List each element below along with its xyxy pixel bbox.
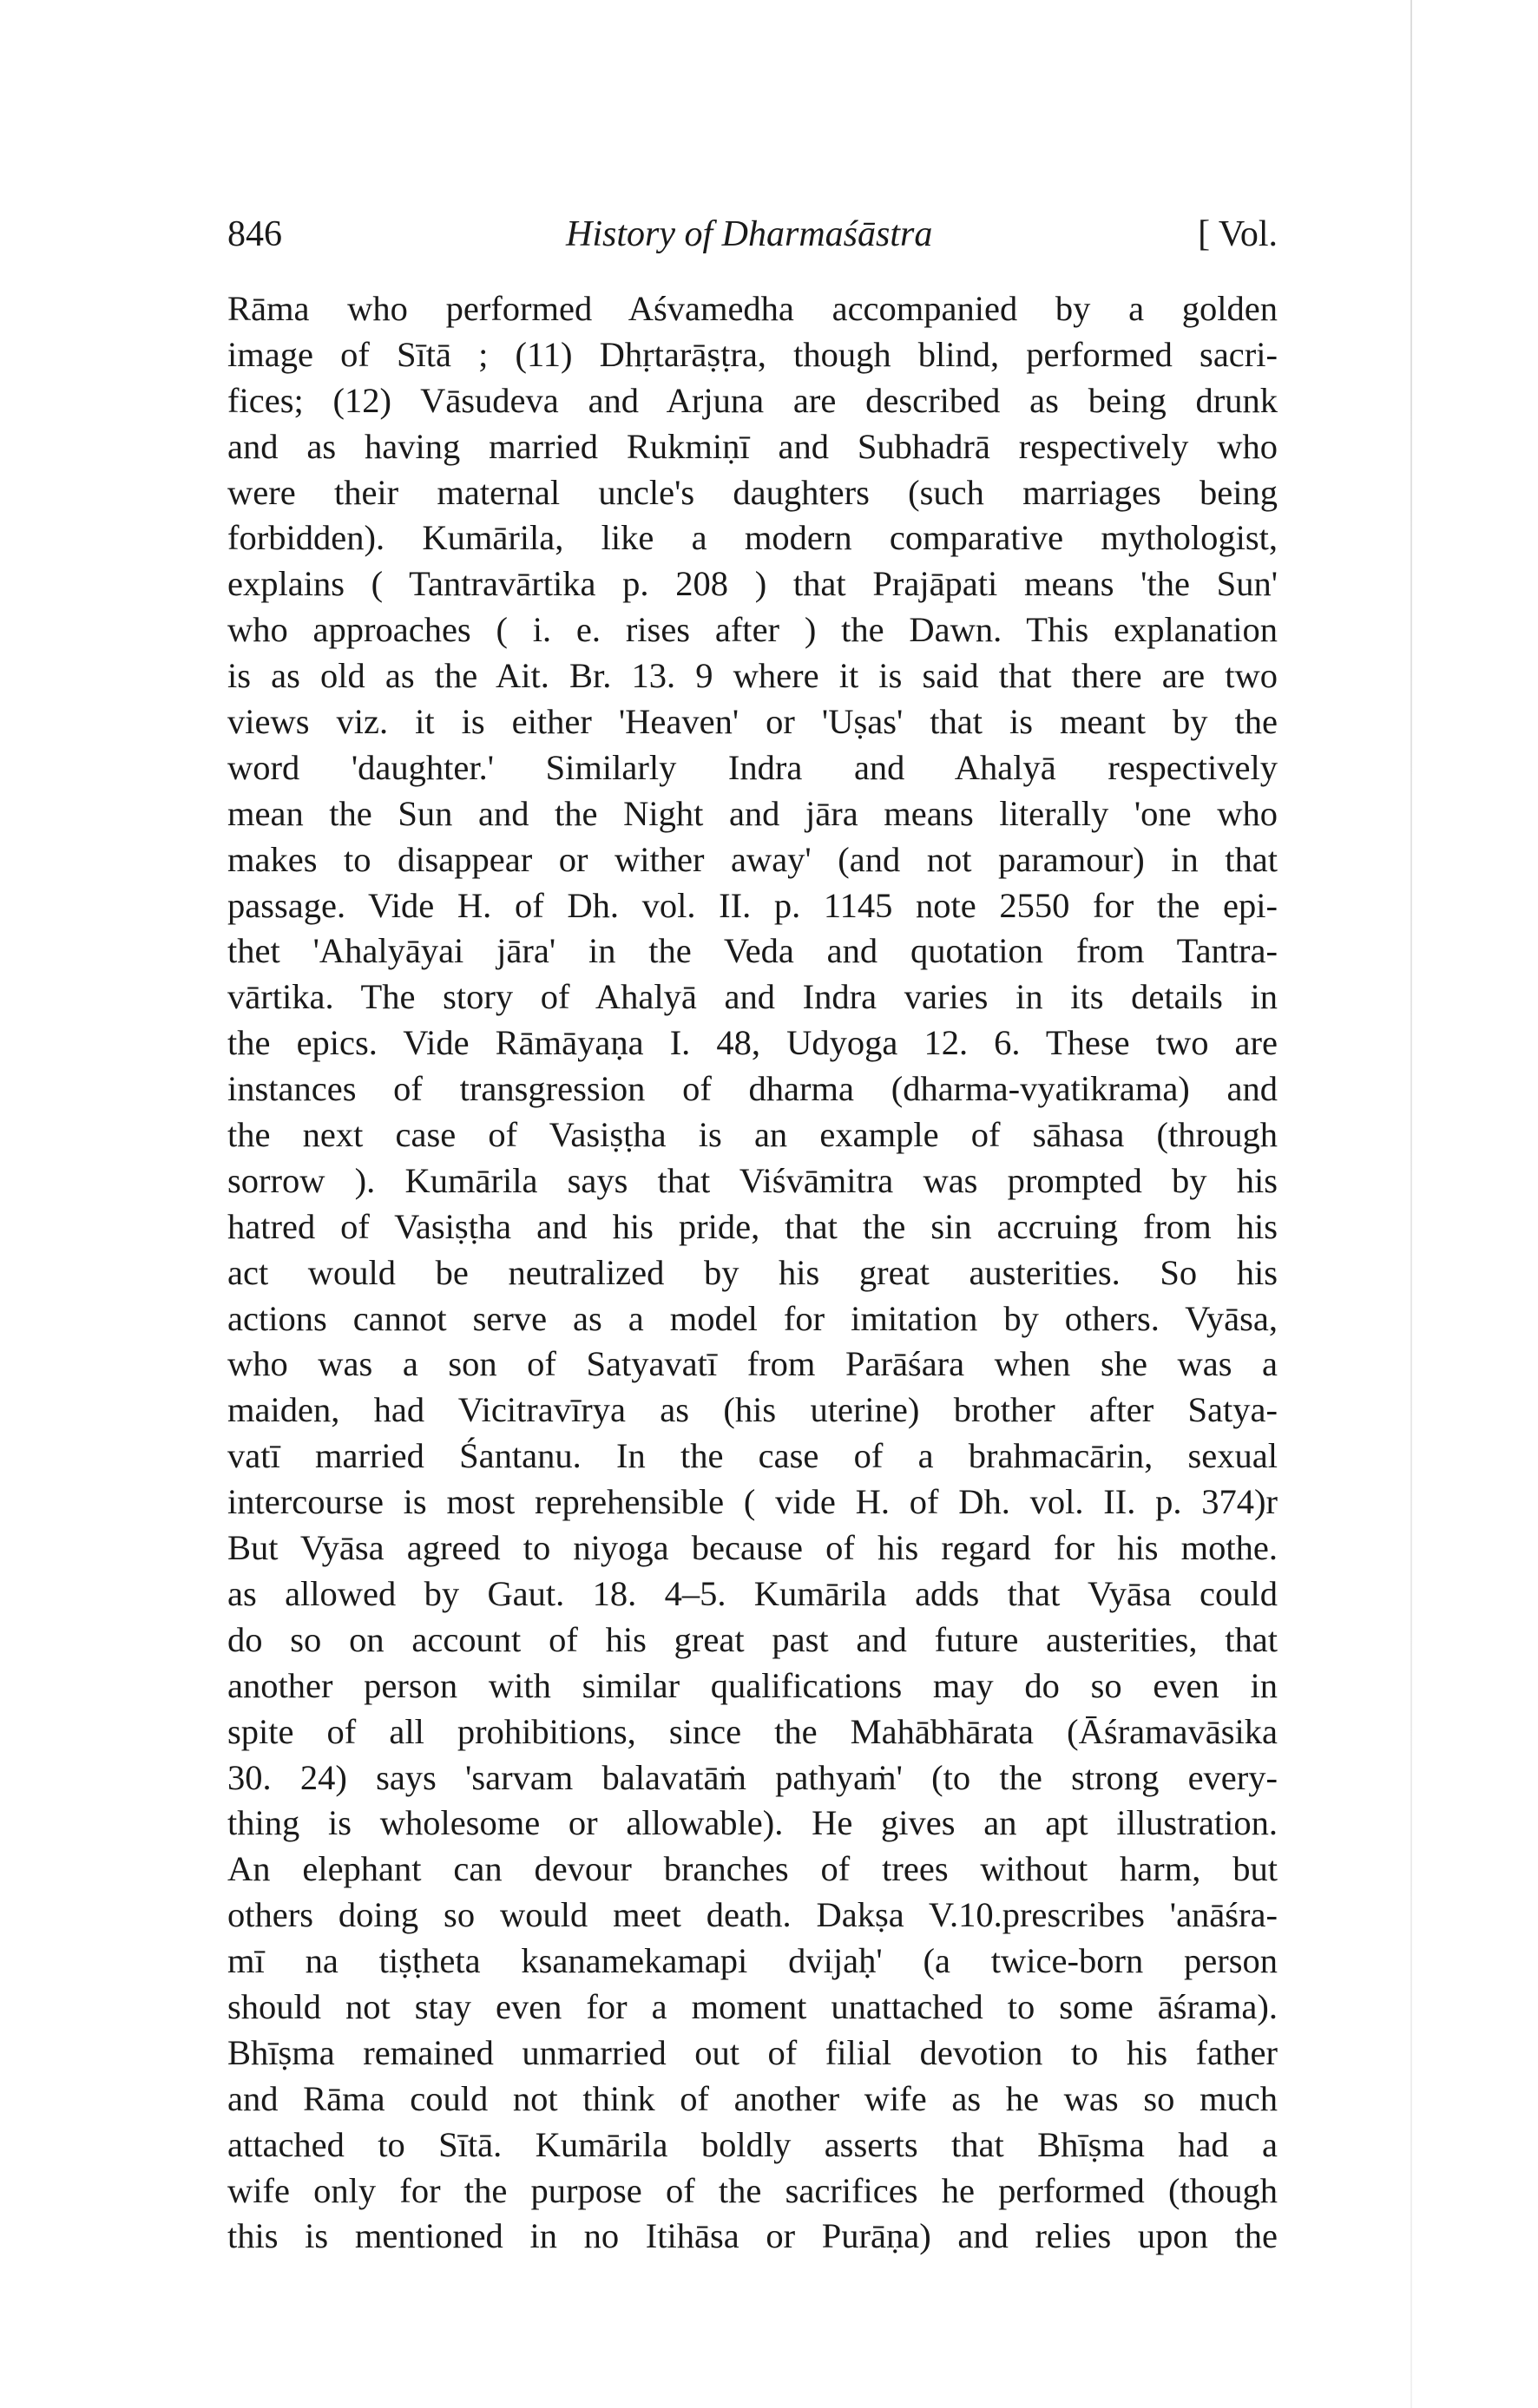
- text-line: fices; (12) Vāsudeva and Arjuna are described as being drunk: [227, 380, 1278, 420]
- text-line: But Vyāsa agreed to niyoga because of his regard for his mothe.: [227, 1528, 1278, 1568]
- text-line: passage. Vide H. of Dh. vol. II. p. 1145 note 2550 for the epi-: [227, 885, 1278, 925]
- text-line: should not stay even for a moment unattached to some āśrama).: [227, 1986, 1278, 2026]
- text-line: image of Sītā ; (11) Dhṛtarāṣṭra, though blind, performed sacri-: [227, 334, 1278, 374]
- text-line: instances of transgression of dharma (dharma-vyatikrama) and: [227, 1069, 1278, 1109]
- text-line: is as old as the Ait. Br. 13. 9 where it is said that there are two: [227, 656, 1278, 696]
- text-line: vārtika. The story of Ahalyā and Indra varies in its details in: [227, 977, 1278, 1017]
- text-line: and Rāma could not think of another wife as he was so much: [227, 2078, 1278, 2118]
- text-line: views viz. it is either 'Heaven' or 'Uṣas' that is meant by the: [227, 702, 1278, 742]
- text-line: forbidden). Kumārila, like a modern comparative mythologist,: [227, 518, 1278, 558]
- text-line: explains ( Tantravārtika p. 208 ) that Prajāpati means 'the Sun': [227, 564, 1278, 604]
- text-line: vatī married Śantanu. In the case of a brahmacārin, sexual: [227, 1436, 1278, 1476]
- text-line: wife only for the purpose of the sacrifices he performed (though: [227, 2170, 1278, 2210]
- text-line: hatred of Vasiṣṭha and his pride, that the sin accruing from his: [227, 1206, 1278, 1246]
- text-line: the epics. Vide Rāmāyaṇa I. 48, Udyoga 12. 6. These two are: [227, 1023, 1278, 1063]
- text-line: attached to Sītā. Kumārila boldly asserts that Bhīṣma had a: [227, 2124, 1278, 2164]
- text-line: the next case of Vasiṣṭha is an example of sāhasa (through: [227, 1115, 1278, 1155]
- text-line: maiden, had Vicitravīrya as (his uterine) brother after Satya-: [227, 1390, 1278, 1430]
- running-title: History of Dharmaśāstra: [566, 214, 933, 254]
- text-line: 30. 24) says 'sarvam balavatāṁ pathyaṁ' (to the strong every-: [227, 1757, 1278, 1797]
- text-line: and as having married Rukmiṇī and Subhadrā respectively who: [227, 426, 1278, 466]
- text-line: intercourse is most reprehensible ( vide H. of Dh. vol. II. p. 374)r: [227, 1482, 1278, 1522]
- text-line: word 'daughter.' Similarly Indra and Ahalyā respectively: [227, 747, 1278, 787]
- text-line: were their maternal uncle's daughters (such marriages being: [227, 472, 1278, 512]
- page-number: 846: [227, 214, 282, 254]
- text-line: spite of all prohibitions, since the Mahābhārata (Āśramavāsika: [227, 1711, 1278, 1751]
- text-line: sorrow ). Kumārila says that Viśvāmitra was prompted by his: [227, 1160, 1278, 1200]
- text-line: act would be neutralized by his great austerities. So his: [227, 1252, 1278, 1292]
- text-line: Bhīṣma remained unmarried out of filial devotion to his father: [227, 2032, 1278, 2072]
- text-line: do so on account of his great past and future austerities, that: [227, 1619, 1278, 1659]
- text-line: others doing so would meet death. Dakṣa V.10.prescribes 'anāśra-: [227, 1895, 1278, 1935]
- text-line: makes to disappear or wither away' (and not paramour) in that: [227, 839, 1278, 879]
- body-text: [227, 286, 1278, 2260]
- text-line: thing is wholesome or allowable). He gives an apt illustration.: [227, 1803, 1278, 1843]
- text-line: who was a son of Satyavatī from Parāśara when she was a: [227, 1344, 1278, 1384]
- text-line: who approaches ( i. e. rises after ) the Dawn. This explanation: [227, 610, 1278, 650]
- text-line: An elephant can devour branches of trees without harm, but: [227, 1849, 1278, 1889]
- text-line: this is mentioned in no Itihāsa or Purāṇa) and relies upon the: [227, 2216, 1278, 2256]
- text-line: Rāma who performed Aśvamedha accompanied by a golden: [227, 289, 1278, 328]
- running-header: [227, 213, 1278, 266]
- text-line: actions cannot serve as a model for imitation by others. Vyāsa,: [227, 1298, 1278, 1338]
- volume-label: [ Vol.: [1198, 214, 1278, 254]
- text-line: mean the Sun and the Night and jāra means literally 'one who: [227, 793, 1278, 833]
- page-edge-line: [1410, 0, 1412, 2408]
- text-line: thet 'Ahalyāyai jāra' in the Veda and quotation from Tantra-: [227, 931, 1278, 971]
- text-line: as allowed by Gaut. 18. 4–5. Kumārila adds that Vyāsa could: [227, 1573, 1278, 1613]
- text-line: another person with similar qualifications may do so even in: [227, 1665, 1278, 1705]
- text-line: mī na tiṣṭheta ksanamekamapi dvijaḥ' (a twice-born person: [227, 1941, 1278, 1981]
